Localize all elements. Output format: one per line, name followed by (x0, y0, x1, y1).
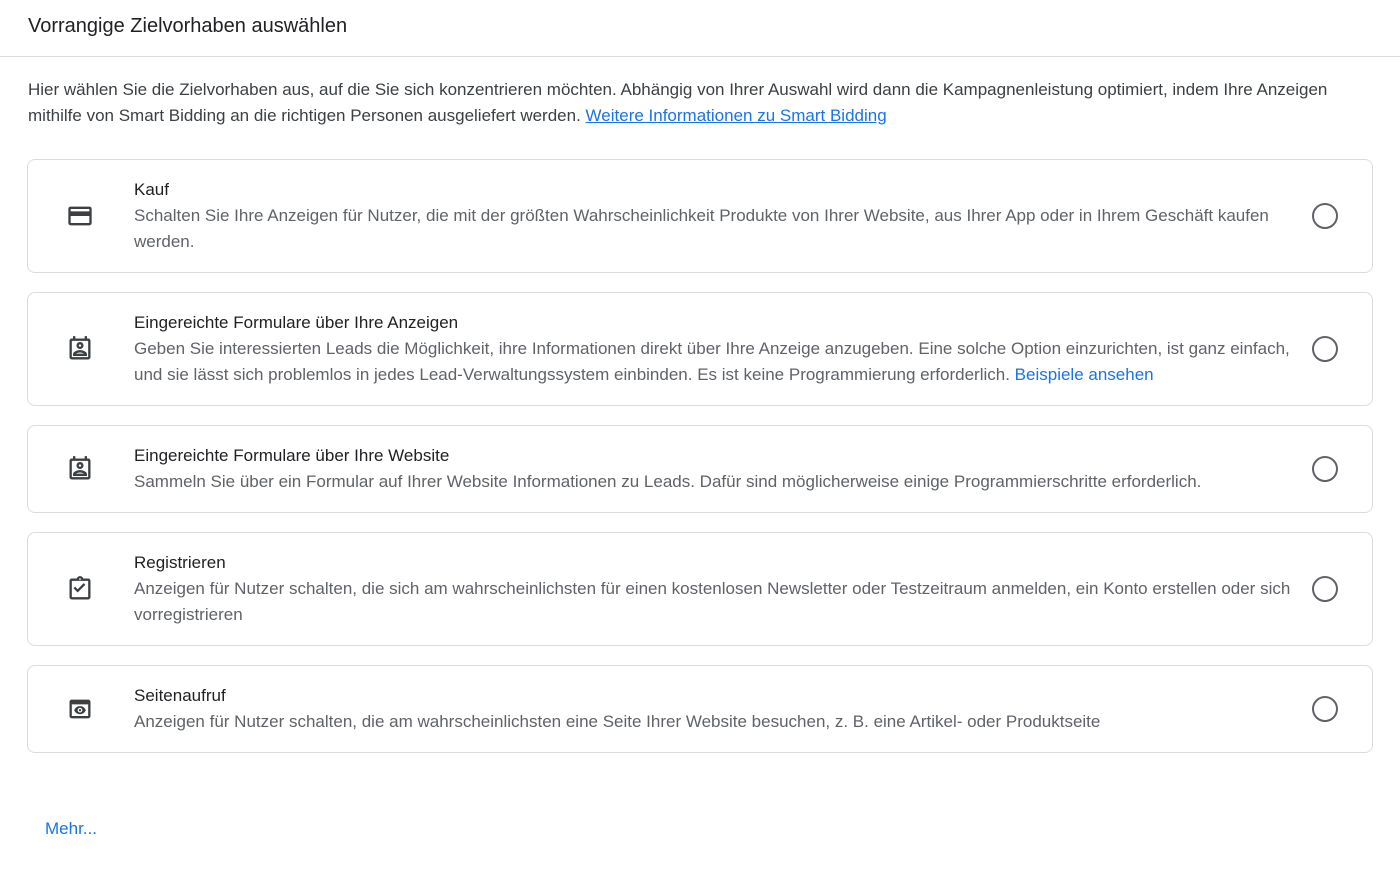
goal-radio-formulare-website[interactable] (1312, 456, 1338, 482)
goal-description: Geben Sie interessierten Leads die Möglichkeit, ihre Informationen direkt über Ihre Anzeige anzugeben. Eine solche Option einzurichten, ist ganz einfach, und sie lässt sich problemlos in jedes Lead-Verwaltungssystem einbinden. Es ist keine Programmierung erforderlich. Beispiele ansehen (134, 339, 1290, 384)
goal-description: Sammeln Sie über ein Formular auf Ihrer Website Informationen zu Leads. Dafür sind möglicherweise einige Programmierschritte erforderlich. (134, 472, 1202, 491)
goal-card-registrieren[interactable] (27, 532, 1373, 646)
goal-description: Anzeigen für Nutzer schalten, die sich am wahrscheinlichsten für einen kostenlosen Newsletter oder Testzeitraum anmelden, ein Konto erstellen oder sich vorregistrieren (134, 579, 1291, 624)
goal-title: Eingereichte Formulare über Ihre Anzeigen (134, 313, 459, 332)
intro-description: Hier wählen Sie die Zielvorhaben aus, auf die Sie sich konzentrieren möchten. Abhängig von Ihrer Auswahl wird dann die Kampagnenleistung optimiert, indem Ihre Anzeigen mithilfe von Smart Bidding an die richtigen Personen ausgeliefert werden. (28, 80, 1328, 125)
examples-link[interactable]: Beispiele ansehen (1014, 365, 1154, 384)
goal-radio-registrieren[interactable] (1312, 576, 1338, 602)
goal-title: Kauf (134, 180, 169, 199)
contact-form-icon (66, 455, 94, 483)
goal-description: Schalten Sie Ihre Anzeigen für Nutzer, die mit der größten Wahrscheinlichkeit Produkte von Ihrer Website, aus Ihrer App oder in Ihrem Geschäft kaufen werden. (134, 206, 1269, 251)
goal-title: Registrieren (134, 553, 226, 572)
goal-card-seitenaufruf[interactable] (27, 665, 1373, 753)
page-title: Vorrangige Zielvorhaben auswählen (28, 15, 348, 37)
clipboard-check-icon (66, 575, 94, 603)
goal-title: Eingereichte Formulare über Ihre Website (134, 446, 450, 465)
more-link[interactable]: Mehr... (45, 819, 97, 838)
goal-description: Anzeigen für Nutzer schalten, die am wahrscheinlichsten eine Seite Ihrer Website besuchen, z. B. eine Artikel- oder Produktseite (134, 712, 1101, 731)
credit-card-icon (66, 202, 94, 230)
goal-card-kauf[interactable] (27, 159, 1373, 273)
goal-radio-kauf[interactable] (1312, 203, 1338, 229)
dialog-header (0, 0, 1400, 57)
contact-form-icon (66, 335, 94, 363)
goal-radio-formulare-anzeigen[interactable] (1312, 336, 1338, 362)
goal-list (27, 159, 1373, 772)
goal-card-formulare-website[interactable] (27, 425, 1373, 513)
smart-bidding-link[interactable]: Weitere Informationen zu Smart Bidding (585, 106, 887, 125)
page-view-icon (66, 695, 94, 723)
goal-radio-seitenaufruf[interactable] (1312, 696, 1338, 722)
goal-title: Seitenaufruf (134, 686, 226, 705)
intro-text (28, 77, 1378, 129)
goal-card-formulare-anzeigen[interactable] (27, 292, 1373, 406)
